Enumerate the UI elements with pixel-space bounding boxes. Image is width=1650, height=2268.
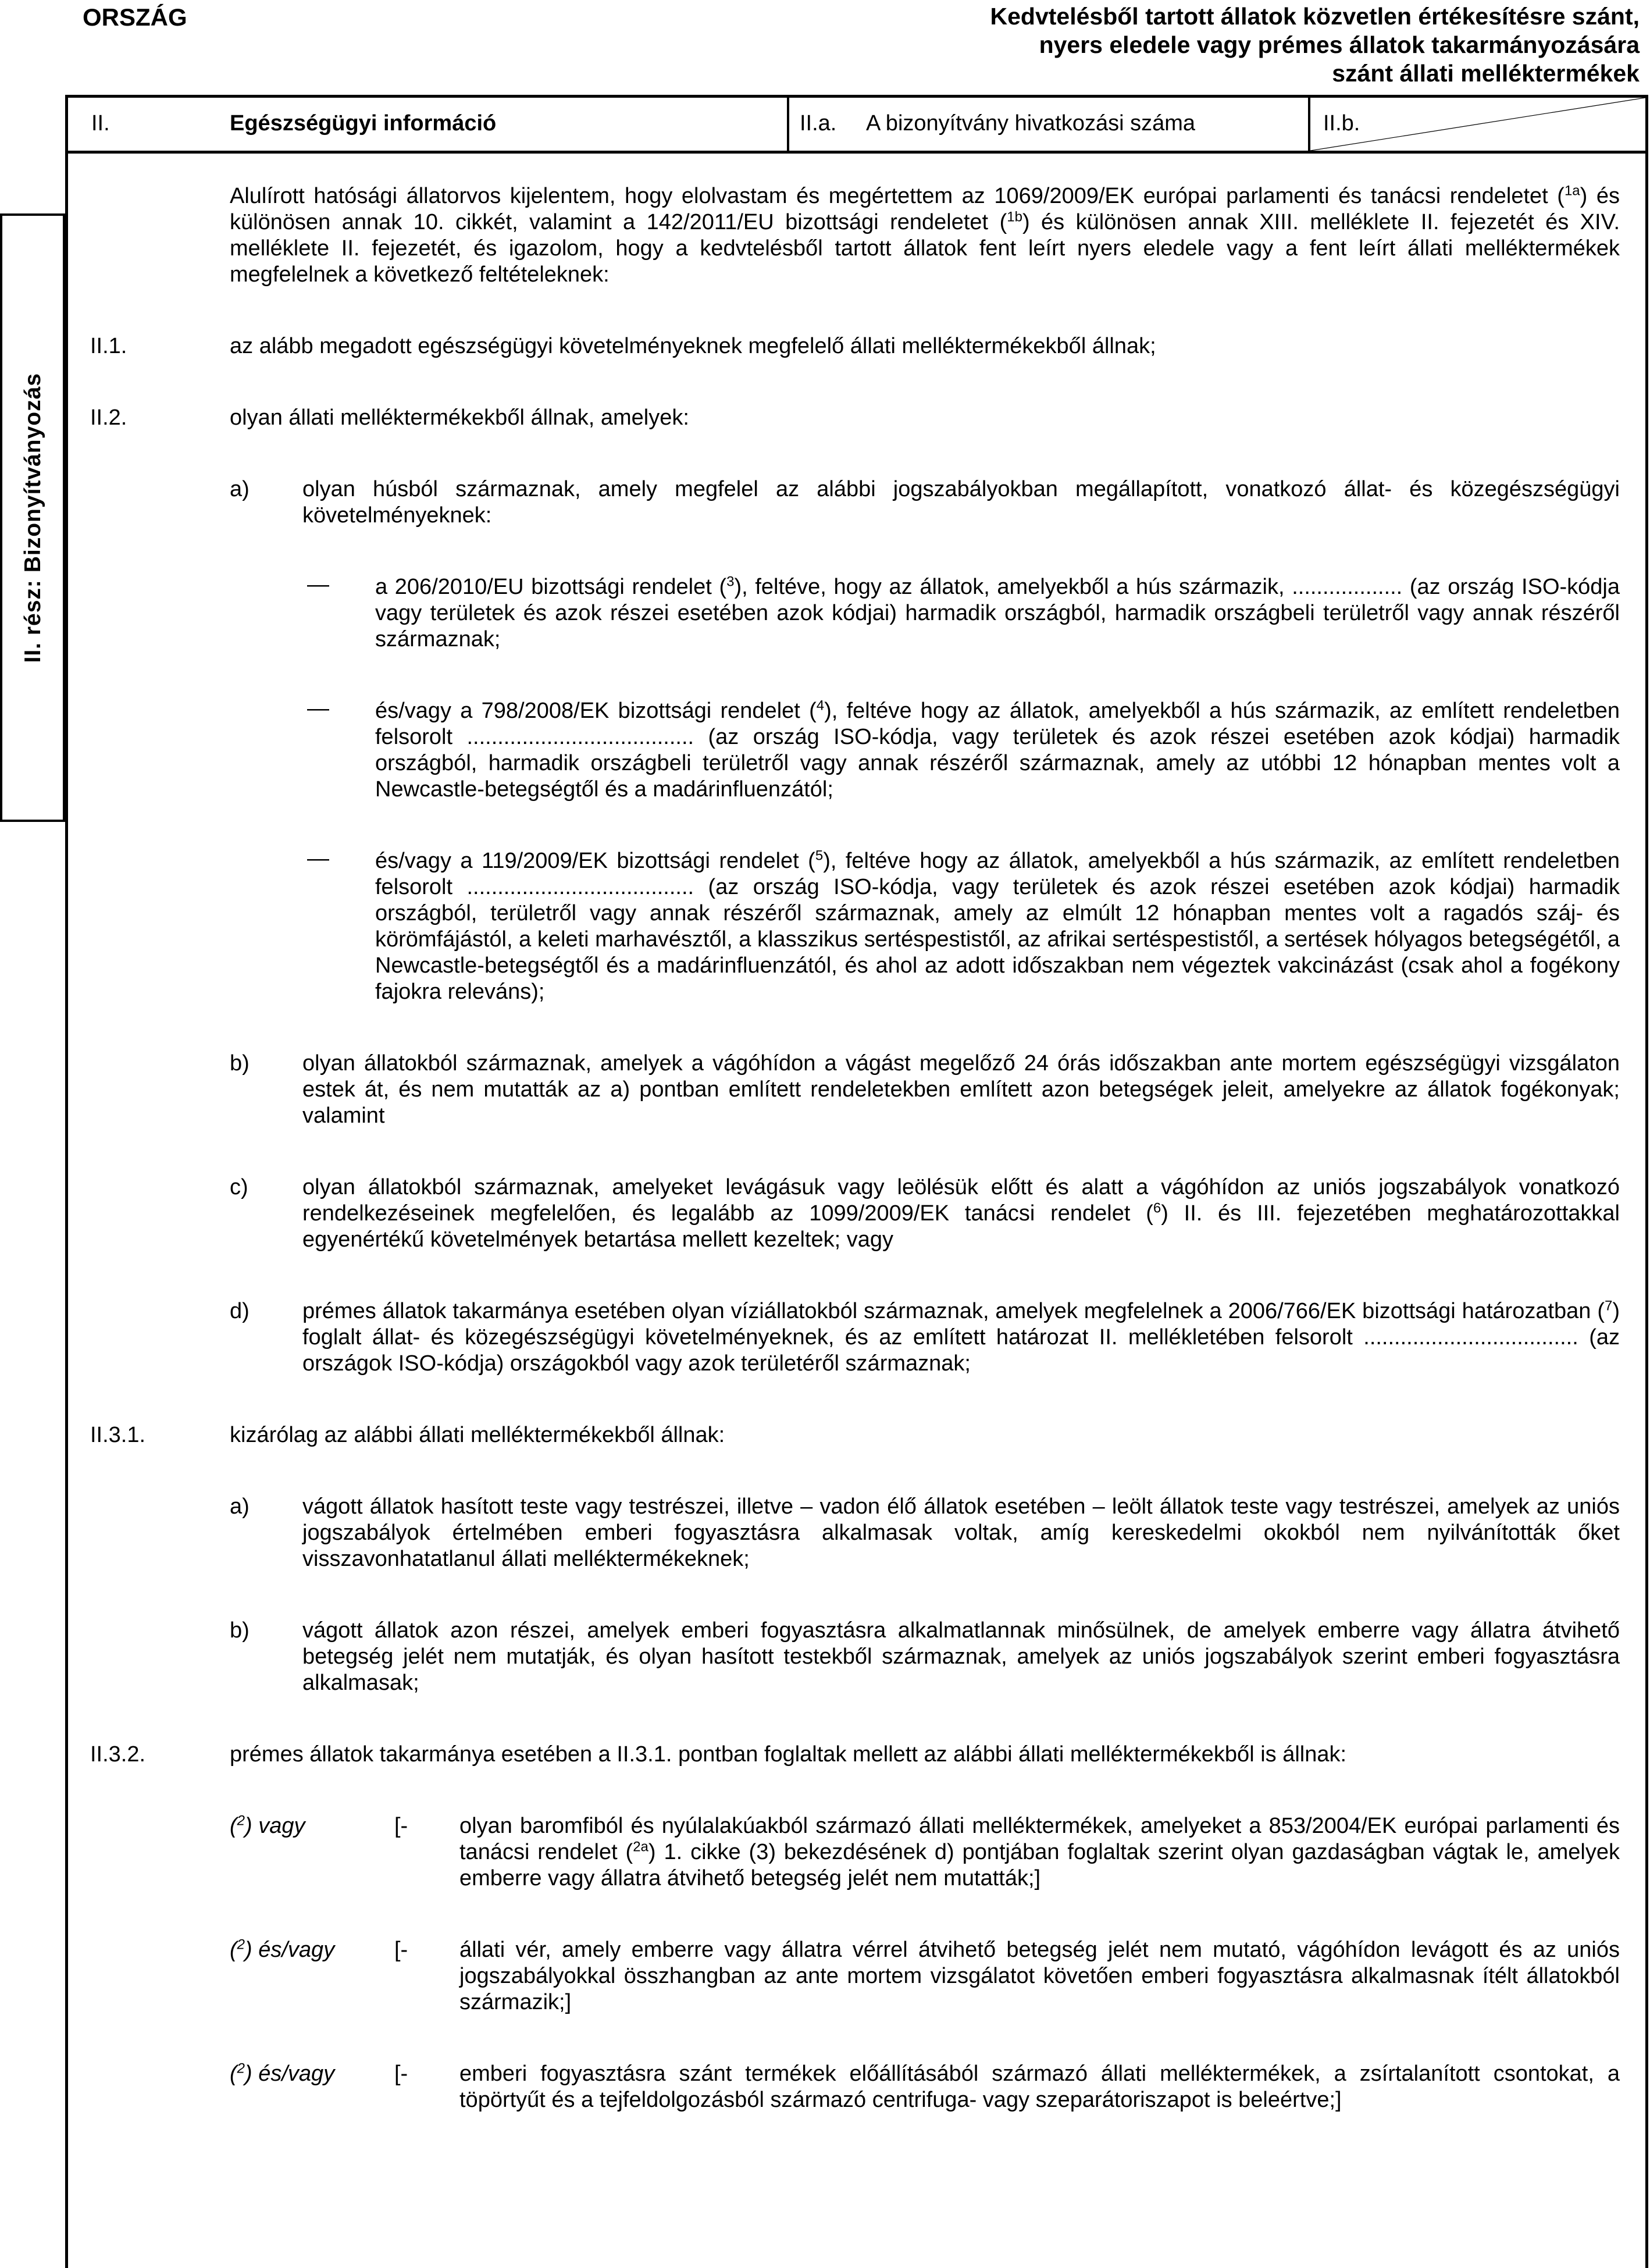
clause-II-3-2-text: prémes állatok takarmánya esetében a II.3.1. pontban foglaltak mellett az alábbi állati melléktermékekből is állnak: xyxy=(230,1742,1347,1767)
clause-II-2-b-text: olyan állatokból származnak, amelyek a vágóhídon a vágást megelőző 24 órás időszakban ante mortem egészségügyi vizsgálaton estek át, és nem mutatták az a) pontban említett rendeletekben említett azon betegségek jeleit, amelyekre az állatok fogékonyak; valamint xyxy=(302,1051,1620,1128)
clause-II-2-b xyxy=(68,1051,1645,1129)
clause-II-2-a-text: olyan húsból származnak, amely megfelel az alábbi jogszabályokban megállapított, vonatkozó állat- és közegészségügyi követelményeknek: xyxy=(302,477,1620,528)
clause-II-3-1-a-letter: a) xyxy=(230,1494,250,1519)
clause-II-2-d-letter: d) xyxy=(230,1299,250,1323)
health-info-header-row xyxy=(65,95,1648,154)
clause-II-2-a-letter: a) xyxy=(230,477,250,501)
option-products-human-consumption-bracket: [- xyxy=(394,2062,408,2086)
option-animal-blood-bracket: [- xyxy=(394,1938,408,1962)
country-label: ORSZÁG xyxy=(83,3,187,31)
clause-II-3-1-text: kizárólag az alábbi állati melléktermékekből állnak: xyxy=(230,1423,725,1447)
intro-declaration xyxy=(68,183,1645,288)
clause-II-3-2-number: II.3.2. xyxy=(90,1742,146,1767)
clause-II-2-c xyxy=(68,1174,1645,1253)
dash-206-2010 xyxy=(68,574,1645,653)
dash-bullet: — xyxy=(307,572,329,597)
option-poultry-lagomorphs-text: olyan baromfiból és nyúlalakúakból származó állati melléktermékek, amelyeket a 853/2004/EK európai parlamenti és tanácsi rendelet ($^{2a}$) 1. cikke (3) bekezdésének d) pontjában foglaltak szerint olyan gazdaságban vágtak le, amelyek emberre vagy állatra átvihető betegség jelét nem mutatták;] xyxy=(459,1814,1620,1890)
section-number: II. xyxy=(91,111,110,136)
option-products-human-consumption xyxy=(68,2061,1645,2113)
reference-number-label: II.a. xyxy=(800,111,837,136)
clause-II-2-text: olyan állati melléktermékekből állnak, amelyek: xyxy=(230,405,689,430)
dash-119-2009-text: és/vagy a 119/2009/EK bizottsági rendelet ($^5$), feltéve hogy az állatok, amelyekből a hús származik, az említett rendeletben felsorolt ..................................... (az ország ISO-kódja, vagy területek és azok részei esetében azok kódjai) harmadik országból, területről vagy annak részéről származnak, amely az elmúlt 12 hónapban mentes volt a ragadós száj- és körömfájástól, a keleti marhavésztől, a klasszikus sertéspestistől, az afrikai sertéspestistől, a sertések hólyagos betegségétől, a Newcastle-betegségtől és a madárinfluenzától, és ahol az adott időszakban nem végeztek vakcinázást (csak ahol a fogékony fajokra releváns); xyxy=(375,848,1620,1004)
clause-II-3-1-b xyxy=(68,1618,1645,1696)
clause-II-3-1-number: II.3.1. xyxy=(90,1423,146,1447)
clause-II-2-c-letter: c) xyxy=(230,1175,248,1199)
clause-II-3-1-a-text: vágott állatok hasított teste vagy testrészei, illetve – vadon élő állatok esetében – leölt állatok teste vagy testrészei, amelyek az uniós jogszabályok értelmében emberi fogyasztásra alkalmasak voltak, amíg kereskedelmi okokból nem nyilvánították őket visszavonhatatlanul állati melléktermékeknek; xyxy=(302,1494,1620,1571)
part-ii-sidebar-label: II. rész: Bizonyítványozás xyxy=(20,372,45,663)
clause-II-1-text: az alább megadott egészségügyi követelményeknek megfelelő állati melléktermékekből állnak; xyxy=(230,334,1156,358)
clause-II-3-1-b-letter: b) xyxy=(230,1618,250,1643)
document-title xyxy=(767,2,1640,88)
intro-declaration-text: Alulírott hatósági állatorvos kijelentem, hogy elolvastam és megértettem az 1069/2009/EK európai parlamenti és tanácsi rendeletet ($^{1a}$) és különösen annak 10. cikkét, valamint a 142/2011/EU bizottsági rendeletet ($^{1b}$) és különösen annak XIII. melléklete II. fejezetét és XIV. melléklete II. fejezetét, és igazolom, hogy a kedvtelésből tartott állatok fent leírt nyers eledele vagy a fent leírt állati melléktermékek megfelelnek a következő feltételeknek: xyxy=(230,183,1620,287)
dash-119-2009 xyxy=(68,848,1645,1005)
clause-II-3-1-a xyxy=(68,1494,1645,1572)
clause-II-2-d-text: prémes állatok takarmánya esetében olyan víziállatokból származnak, amelyek megfelelnek a 2006/766/EK bizottsági határozatban ($^7$) foglalt állat- és közegészségügyi követelményeknek, és az említett határozat II. mellékletében felsorolt ................................... (az országok ISO-kódja) országokból vagy azok területéről származnak; xyxy=(302,1298,1620,1376)
diagonal-strike-line xyxy=(1310,98,1645,151)
dash-206-2010-text: a 206/2010/EU bizottsági rendelet ($^3$), feltéve, hogy az állatok, amelyekből a hús származik, .................. (az ország ISO-kódja vagy területek és azok részei esetében azok kódjai) harmadik országból, harmadik országbeli területről vagy annak részéről származnak; xyxy=(375,574,1620,651)
dash-bullet: — xyxy=(307,846,329,871)
option-poultry-lagomorphs-bracket: [- xyxy=(394,1814,408,1838)
option-poultry-lagomorphs-option-label: ($^2$) vagy xyxy=(230,1813,305,1838)
clause-II-2-number: II.2. xyxy=(90,405,127,430)
section-title: Egészségügyi információ xyxy=(230,111,497,136)
dash-798-2008 xyxy=(68,698,1645,803)
clause-II-2-d xyxy=(68,1298,1645,1377)
option-products-human-consumption-option-label: ($^2$) és/vagy xyxy=(230,2060,335,2086)
clause-II-1-number: II.1. xyxy=(90,334,127,358)
clause-II-1 xyxy=(68,333,1645,359)
certificate-reference-cell xyxy=(789,98,1310,151)
reference-title: A bizonyítvány hivatkozási száma xyxy=(866,111,1196,136)
crossed-cell-label: II.b. xyxy=(1323,111,1360,136)
clause-II-3-1-b-text: vágott állatok azon részei, amelyek emberi fogyasztásra alkalmatlannak minősülnek, de amelyek emberre vagy állatra átvihető betegség jelét nem mutatják, és olyan hasított testekből származnak, amelyek az uniós jogszabályok szerint emberi fogyasztásra alkalmasak; xyxy=(302,1618,1620,1695)
clause-II-3-1 xyxy=(68,1422,1645,1448)
certificate-body xyxy=(65,153,1648,2268)
option-animal-blood-text: állati vér, amely emberre vagy állatra vérrel átvihető betegség jelét nem mutató, vágóhídon levágott és az uniós jogszabályokkal összhangban az ante mortem vizsgálatot követően emberi fogyasztásra alkalmasnak ítélt állatokból származik;] xyxy=(459,1938,1620,2014)
option-animal-blood xyxy=(68,1937,1645,2016)
part-ii-sidebar xyxy=(0,213,65,822)
document-title-line-2: nyers eledele vagy prémes állatok takarmányozására xyxy=(1039,31,1640,58)
dash-798-2008-text: és/vagy a 798/2008/EK bizottsági rendelet ($^4$), feltéve hogy az állatok, amelyekből a hús származik, az említett rendeletben felsorolt ..................................... (az ország ISO-kódja, vagy területek és azok részei esetében azok kódjai) harmadik országból, harmadik országbeli területről vagy annak részéről származnak, amely az utóbbi 12 hónapban mentes volt a Newcastle-betegségtől és a madárinfluenzától; xyxy=(375,697,1620,802)
option-products-human-consumption-text: emberi fogyasztásra szánt termékek előállításából származó állati melléktermékek, a zsírtalanított csontokat, a töpörtyűt és a tejfeldolgozásból származó centrifuga- vagy szeparátoriszapot is beleértve;] xyxy=(459,2062,1620,2112)
document-title-line-1: Kedvtelésből tartott állatok közvetlen értékesítésre szánt, xyxy=(990,3,1640,30)
clause-II-2-c-text: olyan állatokból származnak, amelyeket levágásuk vagy leölésük előtt és alatt a vágóhídon az uniós jogszabályok vonatkozó rendelkezéseinek megfelelően, és legalább az 1099/2009/EK tanácsi rendelet ($^6$) II. és III. fejezetében meghatározottakkal egyenértékű követelmények betartása mellett kezeltek; vagy xyxy=(302,1175,1620,1252)
document-title-line-3: szánt állati melléktermékek xyxy=(1332,60,1640,87)
clause-II-2-b-letter: b) xyxy=(230,1051,250,1076)
clause-II-2 xyxy=(68,405,1645,431)
clause-II-2-a xyxy=(68,476,1645,529)
option-animal-blood-option-label: ($^2$) és/vagy xyxy=(230,1936,335,1962)
health-info-cell xyxy=(68,98,789,151)
crossed-out-cell xyxy=(1310,98,1645,151)
dash-bullet: — xyxy=(307,696,329,721)
option-poultry-lagomorphs xyxy=(68,1813,1645,1892)
clause-II-3-2 xyxy=(68,1742,1645,1768)
